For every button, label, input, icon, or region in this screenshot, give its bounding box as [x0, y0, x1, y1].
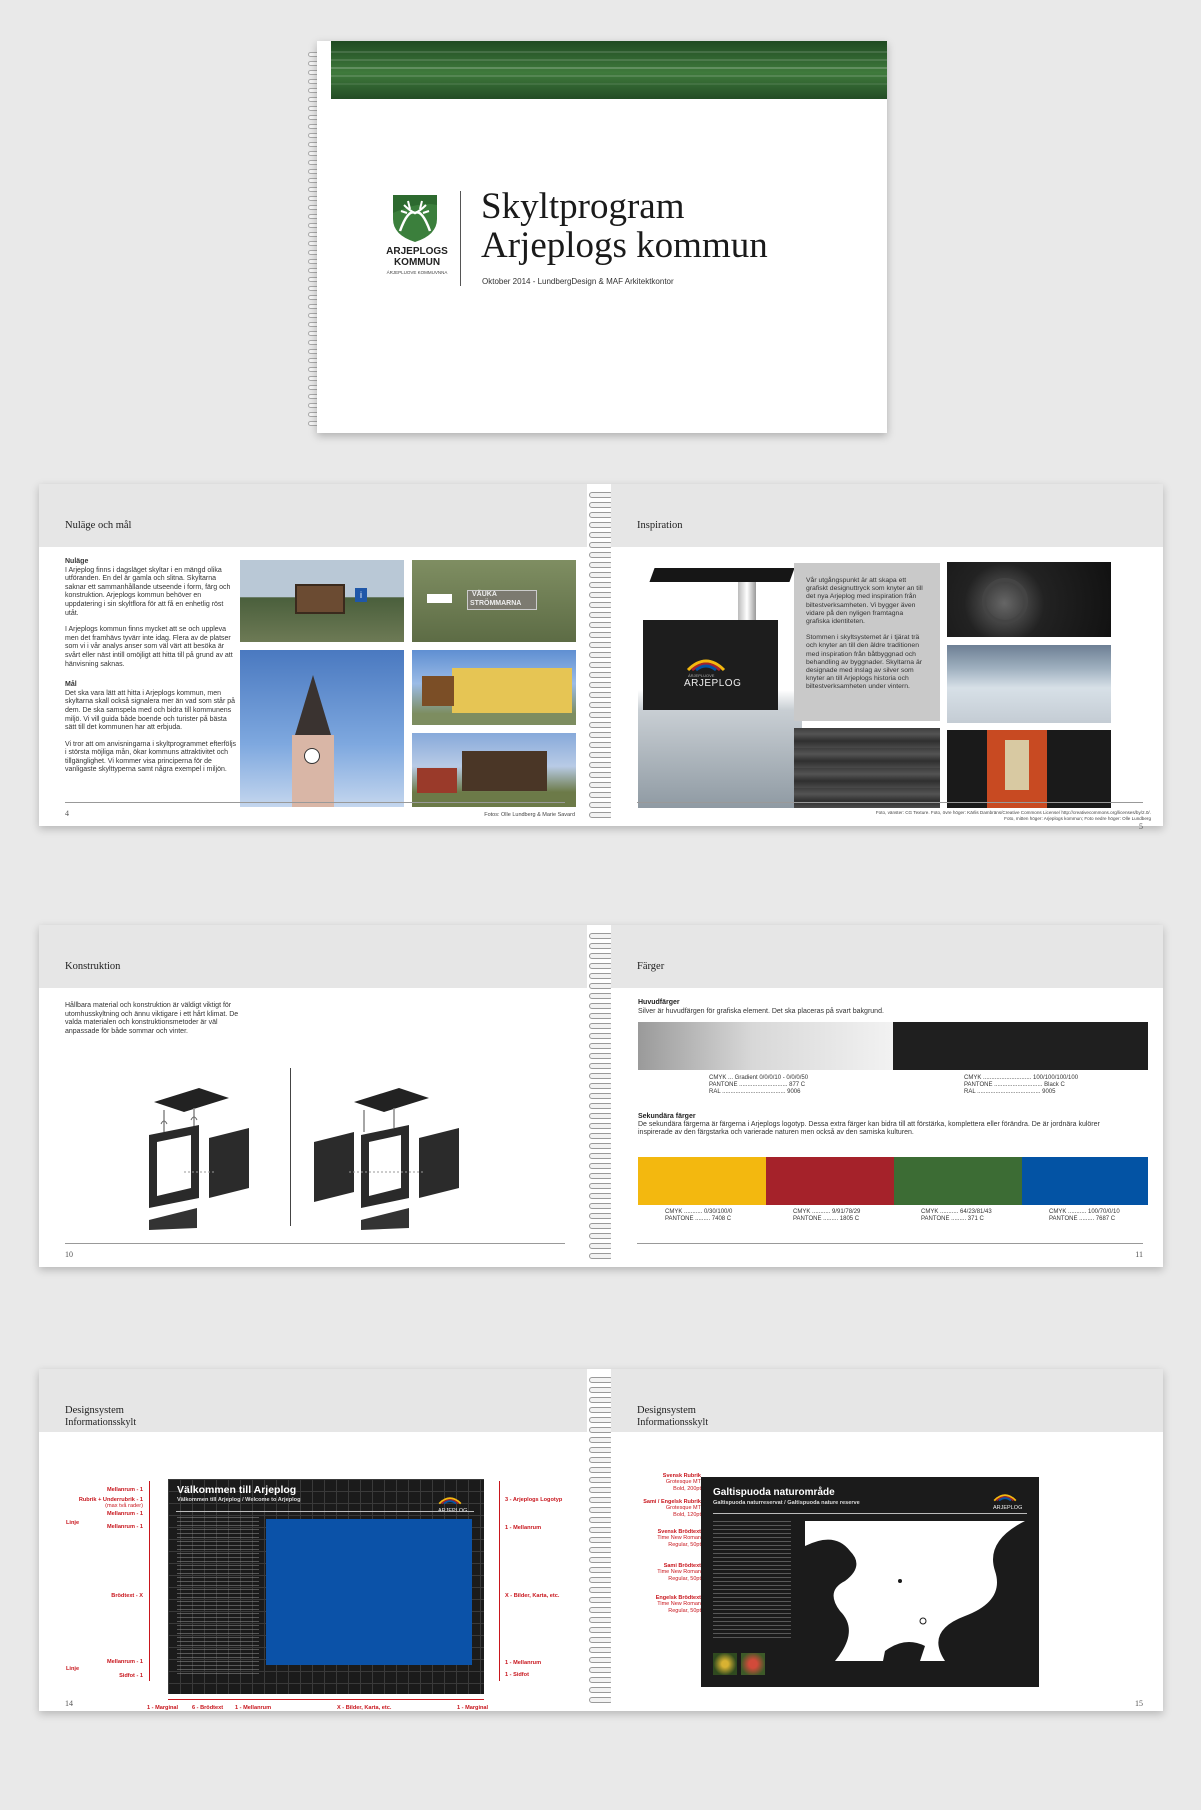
- shield-icon: [390, 191, 440, 243]
- heading-sekundara: Sekundära färger: [638, 1113, 696, 1120]
- spiral-ring: [589, 632, 613, 638]
- spread-konstruktion-farger: [39, 925, 1163, 1267]
- photo-yellow-house: [412, 650, 576, 725]
- spiral-ring: [589, 1203, 613, 1209]
- spiral-ring: [589, 1667, 613, 1673]
- spiral-ring: [589, 1233, 613, 1239]
- photo-info-board: [240, 560, 404, 642]
- sign-subtitle: Galtispuoda naturreservat / Galtispuoda nature reserve: [713, 1500, 860, 1506]
- spiral-ring: [589, 502, 613, 508]
- spiral-ring: [589, 612, 613, 618]
- sign-render: [638, 562, 802, 808]
- spiral-ring: [589, 722, 613, 728]
- spiral-ring: [589, 522, 613, 528]
- spiral-ring: [589, 1073, 613, 1079]
- label-left: Mellanrum - 1: [106, 1659, 143, 1665]
- spiral-ring: [589, 1557, 613, 1563]
- spiral-ring: [589, 1033, 613, 1039]
- thumb-photo: [741, 1653, 765, 1675]
- spiral-ring: [589, 1193, 613, 1199]
- spiral-ring: [589, 1497, 613, 1503]
- page-title: Inspiration: [637, 520, 683, 531]
- spiral-ring: [589, 933, 613, 939]
- sign-logo: [993, 1489, 1022, 1511]
- measure-line-left: [149, 1481, 150, 1681]
- spiral-ring: [589, 1467, 613, 1473]
- page-subtitle: Informationsskylt: [637, 1417, 709, 1428]
- label-left: Brödtext - X: [111, 1593, 143, 1599]
- page-number: 15: [1135, 1699, 1143, 1708]
- paragraph: Vi tror att om anvisningarna i skyltprogrammet efterföljs i största möjliga mån, ökar kommuns attraktivitet och tillgänglighet. Vi kommer visa principerna för de vanligaste skylttyperna samt några exempel i miljön.: [65, 740, 237, 774]
- spiral-ring: [589, 602, 613, 608]
- spiral-ring: [589, 1183, 613, 1189]
- sign-layout-grid: [168, 1479, 484, 1694]
- spiral-ring: [589, 1457, 613, 1463]
- spiral-ring: [589, 1577, 613, 1583]
- spiral-ring: [589, 772, 613, 778]
- spiral-ring: [589, 792, 613, 798]
- spiral-ring: [589, 1013, 613, 1019]
- label-left: Rubrik + Underrubrik - 1: [78, 1497, 143, 1503]
- sign-brand-small: ÁRJEPLUOVE: [688, 673, 715, 678]
- photo-snow-lake: [947, 645, 1111, 723]
- swatch-silver: [638, 1022, 893, 1070]
- page-header: [39, 484, 591, 547]
- page-title: Designsystem: [637, 1405, 696, 1416]
- sign-bodytext-placeholder: [713, 1521, 791, 1641]
- heading-nulage: Nuläge: [65, 558, 89, 565]
- sign-example: [701, 1477, 1039, 1687]
- label-left: Sidfot - 1: [119, 1673, 143, 1679]
- heading-mal: Mål: [65, 681, 77, 689]
- diagram-divider: [290, 1068, 291, 1226]
- spiral-ring: [589, 1123, 613, 1129]
- swatch-black: [893, 1022, 1148, 1070]
- spiral-ring: [589, 983, 613, 989]
- spiral-ring: [589, 782, 613, 788]
- spiral-ring: [589, 692, 613, 698]
- spiral-ring: [589, 652, 613, 658]
- label-right: 3 - Arjeplogs Logotyp: [505, 1497, 563, 1503]
- page-number: 4: [65, 809, 69, 818]
- spiral-ring: [589, 953, 613, 959]
- spiral-ring: [589, 1657, 613, 1663]
- spiral-ring: [589, 1427, 613, 1433]
- spiral-ring: [589, 1387, 613, 1393]
- spec-yellow: CMYK ........... 0/30/100/0 PANTONE ......... 7408 C: [665, 1209, 733, 1222]
- spiral-ring: [589, 1153, 613, 1159]
- body-text: [65, 558, 237, 775]
- swatch-blue: [1022, 1157, 1148, 1205]
- road-sign-text-1: VÄUKA: [472, 591, 497, 598]
- paragraph: Stommen i skyltsystemet är i tjärat trä och knyter an till den äldre traditionen med inspiration från båtbyggnad och behandling av byggnader. Skyltarna är designade med inslag av silver som knyter an till Arjeplogs historia och biltestverksamheten under vintern.: [806, 634, 923, 691]
- image-area-blue: [266, 1519, 472, 1665]
- font-spec: Engelsk Brödtext Time New Roman Regular, 50pt: [655, 1595, 701, 1614]
- spiral-ring: [589, 1213, 613, 1219]
- paragraph: I Arjeplogs kommun finns mycket att se och uppleva men det framhävs tyvärr inte idag. Flera av de platser som vi i vår analys anser som väl värt att besöka är svårt eller näst intill omöjligt att hitta till på grund av att hänvisning saknas.: [65, 626, 233, 668]
- sign-subtitle: Välkommen till Arjeplog / Welcome to Arjeplog: [177, 1497, 301, 1503]
- footer-line: [65, 802, 565, 803]
- photo-car-interior: [947, 562, 1111, 637]
- spiral-ring: [589, 742, 613, 748]
- spiral-ring: [589, 1377, 613, 1383]
- spiral-ring: [589, 1477, 613, 1483]
- spiral-ring: [589, 1677, 613, 1683]
- footer-line: [65, 1243, 565, 1244]
- sign-title: Galtispuoda naturområde: [713, 1487, 835, 1498]
- spec-silver: CMYK ... Gradient 0/0/0/10 - 0/0/0/50 PANTONE ............................. 877 C RAL ...................................... 9006: [709, 1075, 809, 1095]
- thumb-photo: [713, 1653, 737, 1675]
- photo-wood-texture: [794, 728, 940, 808]
- spiral-ring: [589, 1627, 613, 1633]
- spiral-ring: [589, 672, 613, 678]
- spiral-ring: [589, 1417, 613, 1423]
- spiral-ring: [589, 542, 613, 548]
- page-15: [611, 1369, 1163, 1711]
- spiral-ring: [589, 1163, 613, 1169]
- sign-brand: ARJEPLOG: [993, 1505, 1023, 1511]
- sign-brand: ARJEPLOG: [684, 678, 742, 689]
- spiral-ring: [589, 1587, 613, 1593]
- sign-divider: [176, 1511, 474, 1512]
- page-5: [611, 484, 1163, 831]
- info-icon: i: [355, 588, 367, 602]
- spiral-ring: [589, 1637, 613, 1643]
- page-title: Färger: [637, 961, 665, 972]
- spec-black: CMYK ............................. 100/100/100/100 PANTONE ............................. Black C RAL ...................................... 9005: [964, 1075, 1079, 1095]
- body-text: Hållbara material och konstruktion är väldigt viktigt för utomhusskyltning och ännu viktigare i ett hårt klimat. De valda materialen och konstruktionsmetoder är väl anpassade för både sommar och vinter.: [65, 1002, 239, 1035]
- page-number: 11: [1135, 1250, 1143, 1259]
- arjeplog-logo-icon: [438, 1495, 462, 1505]
- spiral-ring: [589, 682, 613, 688]
- measure-line-right: [499, 1481, 500, 1681]
- label-left: Linje: [66, 1666, 80, 1672]
- spiral-ring: [589, 622, 613, 628]
- font-spec: Svensk Rubrik Grotesque MT Bold, 200pt: [662, 1473, 701, 1492]
- photo-credit: Fotos: Olle Lundberg & Marie Savard: [484, 812, 575, 818]
- inspiration-textbox: [794, 563, 940, 721]
- spiral-ring: [589, 1597, 613, 1603]
- spiral-ring: [589, 1243, 613, 1249]
- construction-diagram-left: [139, 1080, 289, 1230]
- spiral-ring: [589, 1517, 613, 1523]
- label-right: 1 - Mellanrum: [505, 1660, 542, 1666]
- spiral-ring: [589, 993, 613, 999]
- arjeplog-logo-icon: [686, 656, 726, 672]
- spiral-ring: [589, 1253, 613, 1259]
- spiral-ring: [589, 1547, 613, 1553]
- road-sign-text-2: STRÖMMARNA: [470, 600, 522, 607]
- label-bottom: 1 - Marginal: [457, 1705, 489, 1711]
- spiral-ring: [589, 492, 613, 498]
- arjeplog-logo: [382, 191, 452, 291]
- spiral-ring: [589, 963, 613, 969]
- photo-credit-2: Foto, mitten höger: Arjeplogs kommun; Foto nedre höger: Olle Lundberg: [1004, 816, 1151, 821]
- spiral-ring: [589, 1407, 613, 1413]
- logo-name-line1: ARJEPLOGS: [386, 246, 448, 257]
- spiral-ring: [589, 1103, 613, 1109]
- label-right: 1 - Mellanrum: [505, 1525, 542, 1531]
- page-14: [39, 1369, 591, 1711]
- spiral-ring: [589, 1133, 613, 1139]
- sign-divider: [713, 1513, 1027, 1514]
- measure-line-bottom: [168, 1699, 484, 1700]
- label-bottom: X - Bilder, Karta, etc.: [337, 1705, 392, 1711]
- spread-designsystem: [39, 1369, 1163, 1711]
- spiral-ring: [589, 802, 613, 808]
- spread-nulage-inspiration: [39, 484, 1163, 831]
- font-spec: Svensk Brödtext Time New Roman Regular, 50pt: [657, 1529, 701, 1548]
- swatch-green: [894, 1157, 1022, 1205]
- swatch-yellow: [638, 1157, 766, 1205]
- spiral-ring: [589, 1617, 613, 1623]
- spiral-ring: [589, 1143, 613, 1149]
- page-number: 10: [65, 1250, 73, 1259]
- footer-line: [637, 1243, 1143, 1244]
- spiral-ring: [589, 1053, 613, 1059]
- spiral-ring: [589, 973, 613, 979]
- spiral-ring: [589, 1647, 613, 1653]
- paragraph: De sekundära färgerna är färgerna i Arjeplogs logotyp. Dessa extra färger kan bidra till att förstärka, komplettera eller förändra. De är jordnära kulörer inspirerade av den färgstarka och varierade naturen men också av den samiska kulturen.: [638, 1121, 1100, 1137]
- page-title: Konstruktion: [65, 961, 121, 972]
- spiral-ring: [589, 552, 613, 558]
- spec-red: CMYK ........... 9/91/78/29 PANTONE ......... 1805 C: [793, 1209, 861, 1222]
- spiral-ring: [589, 592, 613, 598]
- spiral-ring: [589, 812, 613, 818]
- swatch-red: [766, 1157, 894, 1205]
- spiral-ring: [589, 662, 613, 668]
- map-icon: [805, 1521, 1025, 1661]
- sign-title: Välkommen till Arjeplog: [177, 1484, 297, 1496]
- label-bottom: 6 - Brödtext: [192, 1705, 224, 1711]
- logo-tagline: ÁRJEPLUOVE KOMMUVNNA: [386, 270, 448, 275]
- spiral-ring: [589, 1437, 613, 1443]
- page-header: [611, 484, 1163, 547]
- photo-church: [240, 650, 404, 807]
- page-number: 14: [65, 1699, 73, 1708]
- arjeplog-logo-icon: [993, 1492, 1017, 1502]
- spiral-ring: [589, 762, 613, 768]
- cover-subtitle: Oktober 2014 - LundbergDesign & MAF Arkitektkontor: [482, 277, 674, 286]
- font-spec: Sami / Engelsk Rubrik Grotesque MT Bold, 120pt: [643, 1499, 701, 1518]
- spiral-ring: [589, 1093, 613, 1099]
- spiral-ring: [589, 732, 613, 738]
- spiral-ring: [589, 1003, 613, 1009]
- spiral-ring: [589, 1063, 613, 1069]
- spiral-ring: [589, 512, 613, 518]
- font-spec: Sami Brödtext Time New Roman Regular, 50pt: [657, 1563, 701, 1582]
- spiral-ring: [589, 582, 613, 588]
- page-title: Nuläge och mål: [65, 520, 132, 531]
- spiral-ring: [589, 1113, 613, 1119]
- label-right: 1 - Sidfot: [505, 1672, 529, 1678]
- page-10: [39, 925, 591, 1267]
- spec-green: CMYK ........... 64/23/81/43 PANTONE ......... 371 C: [921, 1209, 992, 1222]
- spiral-ring: [589, 752, 613, 758]
- cover-green-band: [331, 41, 887, 99]
- label-bottom: 1 - Mellanrum: [235, 1705, 272, 1711]
- spiral-ring: [589, 712, 613, 718]
- page-title: Designsystem: [65, 1405, 124, 1416]
- page-header: [611, 925, 1163, 988]
- cover-page: [317, 41, 887, 433]
- heading-huvudfarger: Huvudfärger: [638, 999, 680, 1006]
- spiral-ring: [589, 1537, 613, 1543]
- cover-divider: [460, 191, 461, 286]
- spiral-ring: [589, 1487, 613, 1493]
- spiral-ring: [589, 642, 613, 648]
- spiral-ring: [589, 1687, 613, 1693]
- photo-farm-buildings: [412, 733, 576, 807]
- cover-title-line1: Skyltprogram: [481, 186, 685, 227]
- label-bottom: 1 - Marginal: [147, 1705, 179, 1711]
- sign-bodytext-placeholder: [177, 1517, 259, 1677]
- spiral-ring: [589, 1507, 613, 1513]
- label-left: (max två rader): [105, 1503, 143, 1509]
- footer-line: [637, 802, 1143, 803]
- spiral-ring: [589, 1607, 613, 1613]
- page-subtitle: Informationsskylt: [65, 1417, 137, 1428]
- spiral-ring: [589, 1397, 613, 1403]
- label-left: Mellanrum - 1: [106, 1524, 143, 1530]
- spiral-ring: [589, 572, 613, 578]
- spiral-ring: [589, 562, 613, 568]
- spiral-ring: [589, 1023, 613, 1029]
- page-number: 5: [1139, 822, 1143, 831]
- cover-title-line2: Arjeplogs kommun: [481, 225, 768, 266]
- photo-credit-1: Foto, vänster: CG Texture. Foto, övre höger: Kārlis Dambrāns/Creative Commons License/ http://creativecommons.org/licenses/by/2.0/.: [875, 810, 1151, 815]
- spiral-ring: [589, 702, 613, 708]
- paragraph: Silver är huvudfärgen för grafiska element. Det ska placeras på svart bakgrund.: [638, 1008, 884, 1015]
- spiral-ring: [589, 943, 613, 949]
- page-4: [39, 484, 591, 826]
- page-11: [611, 925, 1163, 1267]
- label-left: Linje: [66, 1520, 80, 1526]
- construction-diagram-right: [309, 1080, 479, 1230]
- spiral-ring: [589, 1083, 613, 1089]
- spiral-ring: [589, 1697, 613, 1703]
- spiral-ring: [589, 1527, 613, 1533]
- page-header: [39, 925, 591, 988]
- logo-name-line2: KOMMUN: [393, 257, 441, 268]
- spiral-ring: [589, 1447, 613, 1453]
- spiral-ring: [589, 1043, 613, 1049]
- photo-road-sign: [412, 560, 576, 642]
- label-left: Mellanrum - 1: [106, 1487, 143, 1493]
- spiral-ring: [589, 1173, 613, 1179]
- label-left: Mellanrum - 1: [106, 1511, 143, 1517]
- spec-blue: CMYK ........... 100/70/0/10 PANTONE ......... 7687 C: [1049, 1209, 1120, 1222]
- paragraph: Vår utgångspunkt är att skapa ett grafiskt designuttryck som knyter an till det nya Arjeplog med inspiration från biltestverksamheten. Vi bygger även vidare på den nyligen framtagna grafiska identiteten.: [806, 577, 923, 626]
- photo-sami-costume: [947, 730, 1111, 808]
- spiral-ring: [589, 1223, 613, 1229]
- paragraph: Det ska vara lätt att hitta i Arjeplogs kommun, men skyltarna skall också signalera mer än vad som står på dem. De ska samspela med och bidra till kommunens miljö. Vi vill guida både boende och turister på bästa sätt till det kommunen har att erbjuda.: [65, 689, 236, 732]
- label-right: X - Bilder, Karta, etc.: [505, 1593, 560, 1599]
- paragraph: I Arjeplog finns i dagsläget skyltar i en mängd olika utföranden. En del är gamla och slitna. Skyltarna saknar ett sammanhållande utseende i form, färg och konstruktion. Arjeplogs kommun behöver en uppdatering i sin skyltflora för att få en enhetlig röst utåt.: [65, 566, 231, 617]
- spiral-ring: [589, 1567, 613, 1573]
- spiral-ring: [589, 532, 613, 538]
